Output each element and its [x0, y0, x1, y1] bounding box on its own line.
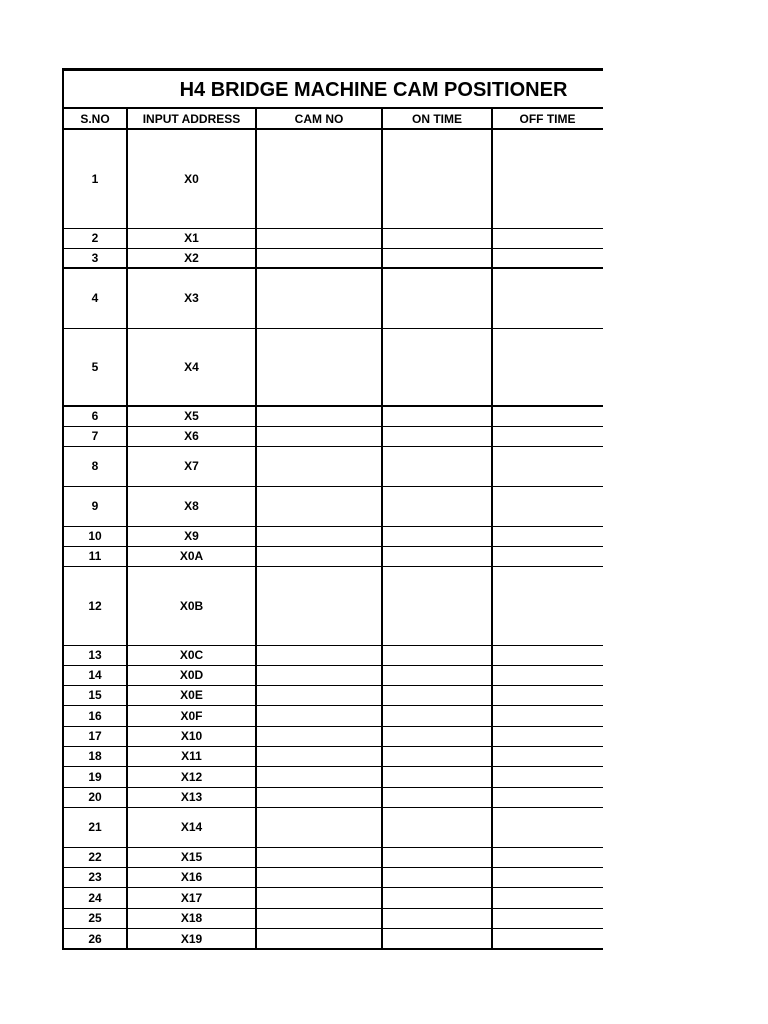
off-time-cell[interactable] [492, 847, 603, 867]
on-time-cell[interactable] [382, 228, 492, 248]
sno-cell: 13 [88, 648, 102, 662]
input-address-cell: X15 [180, 850, 203, 864]
on-time-cell[interactable] [382, 887, 492, 908]
input-address-cell: X10 [180, 729, 203, 743]
sno-cell: 15 [88, 688, 102, 702]
input-address-cell: X0F [180, 708, 203, 723]
off-time-cell[interactable] [492, 928, 603, 949]
input-address-cell: X7 [184, 459, 199, 473]
column-header: S.NO [80, 111, 110, 126]
input-address-cell: X0A [179, 549, 204, 563]
cam-positioner-table [62, 68, 603, 950]
cam-no-cell[interactable] [256, 787, 382, 807]
on-time-cell[interactable] [382, 847, 492, 867]
cam-no-cell[interactable] [256, 328, 382, 406]
on-time-cell[interactable] [382, 787, 492, 807]
on-time-cell[interactable] [382, 268, 492, 328]
on-time-cell[interactable] [382, 566, 492, 645]
off-time-cell[interactable] [492, 685, 603, 705]
sno-cell: 18 [88, 749, 102, 763]
on-time-cell[interactable] [382, 546, 492, 566]
input-address-cell: X14 [180, 820, 203, 834]
off-time-cell[interactable] [492, 406, 603, 426]
on-time-cell[interactable] [382, 705, 492, 726]
column-header: INPUT ADDRESS [142, 111, 241, 126]
off-time-cell[interactable] [492, 867, 603, 887]
on-time-cell[interactable] [382, 867, 492, 887]
sno-cell: 24 [88, 890, 102, 905]
sno-cell: 1 [91, 171, 99, 186]
cam-no-cell[interactable] [256, 928, 382, 949]
off-time-cell[interactable] [492, 726, 603, 746]
cam-no-cell[interactable] [256, 685, 382, 705]
off-time-cell[interactable] [492, 248, 603, 268]
off-time-cell[interactable] [492, 705, 603, 726]
input-address-cell: X2 [184, 251, 199, 265]
sno-cell: 26 [88, 931, 102, 946]
sno-cell: 9 [91, 499, 99, 513]
input-address-cell: X6 [184, 429, 199, 443]
on-time-cell[interactable] [382, 486, 492, 526]
cam-no-cell[interactable] [256, 526, 382, 546]
sno-cell: 25 [88, 911, 102, 925]
on-time-cell[interactable] [382, 328, 492, 406]
on-time-cell[interactable] [382, 928, 492, 949]
off-time-cell[interactable] [492, 446, 603, 486]
on-time-cell[interactable] [382, 766, 492, 787]
sno-cell: 16 [88, 708, 102, 723]
sno-cell: 11 [88, 549, 102, 563]
column-header: ON TIME [412, 111, 462, 126]
cam-no-cell[interactable] [256, 566, 382, 645]
sno-cell: 17 [88, 729, 102, 743]
sno-cell: 8 [91, 459, 99, 473]
on-time-cell[interactable] [382, 526, 492, 546]
on-time-cell[interactable] [382, 726, 492, 746]
cam-no-cell[interactable] [256, 446, 382, 486]
input-address-cell: X18 [180, 911, 203, 925]
input-address-cell: X16 [180, 870, 203, 884]
cam-no-cell[interactable] [256, 705, 382, 726]
input-address-cell: X9 [184, 529, 199, 543]
on-time-cell[interactable] [382, 426, 492, 446]
on-time-cell[interactable] [382, 406, 492, 426]
off-time-cell[interactable] [492, 129, 603, 228]
cam-no-cell[interactable] [256, 546, 382, 566]
input-address-cell: X1 [184, 231, 199, 245]
off-time-cell[interactable] [492, 426, 603, 446]
input-address-cell: X3 [184, 291, 199, 305]
cam-no-cell[interactable] [256, 486, 382, 526]
cam-no-cell[interactable] [256, 129, 382, 228]
sno-cell: 14 [88, 668, 102, 682]
on-time-cell[interactable] [382, 908, 492, 928]
input-address-cell: X19 [180, 931, 203, 946]
sno-cell: 6 [91, 409, 99, 423]
off-time-cell[interactable] [492, 328, 603, 406]
sno-cell: 22 [88, 850, 102, 864]
sno-cell: 7 [91, 429, 99, 443]
off-time-cell[interactable] [492, 228, 603, 248]
cam-no-cell[interactable] [256, 268, 382, 328]
input-address-cell: X13 [180, 790, 203, 804]
off-time-cell[interactable] [492, 526, 603, 546]
on-time-cell[interactable] [382, 248, 492, 268]
input-address-cell: X11 [181, 749, 202, 763]
off-time-cell[interactable] [492, 766, 603, 787]
input-address-cell: X0 [184, 171, 199, 186]
cam-no-cell[interactable] [256, 228, 382, 248]
input-address-cell: X0B [179, 598, 204, 613]
cam-no-cell[interactable] [256, 645, 382, 665]
input-address-cell: X0E [180, 688, 203, 702]
on-time-cell[interactable] [382, 645, 492, 665]
off-time-cell[interactable] [492, 268, 603, 328]
table-title: H4 BRIDGE MACHINE CAM POSITIONER [62, 68, 603, 108]
input-address-cell: X5 [184, 409, 199, 423]
off-time-cell[interactable] [492, 645, 603, 665]
sno-cell: 10 [88, 529, 102, 543]
off-time-cell[interactable] [492, 746, 603, 766]
on-time-cell[interactable] [382, 446, 492, 486]
cam-no-cell[interactable] [256, 746, 382, 766]
off-time-cell[interactable] [492, 546, 603, 566]
cam-no-cell[interactable] [256, 766, 382, 787]
on-time-cell[interactable] [382, 746, 492, 766]
sno-cell: 3 [91, 251, 99, 265]
sno-cell: 2 [91, 231, 99, 245]
cam-no-cell[interactable] [256, 665, 382, 685]
cam-no-cell[interactable] [256, 847, 382, 867]
off-time-cell[interactable] [492, 566, 603, 645]
on-time-cell[interactable] [382, 685, 492, 705]
input-address-cell: X0C [179, 648, 204, 662]
off-time-cell[interactable] [492, 486, 603, 526]
input-address-cell: X4 [184, 360, 199, 374]
sno-cell: 5 [91, 360, 99, 374]
cam-no-cell[interactable] [256, 426, 382, 446]
input-address-cell: X8 [184, 499, 199, 513]
input-address-cell: X12 [180, 769, 203, 784]
cam-no-cell[interactable] [256, 406, 382, 426]
input-address-cell: X17 [180, 890, 203, 905]
on-time-cell[interactable] [382, 129, 492, 228]
column-header: OFF TIME [519, 111, 576, 126]
cam-no-cell[interactable] [256, 726, 382, 746]
cam-no-cell[interactable] [256, 887, 382, 908]
on-time-cell[interactable] [382, 665, 492, 685]
sno-cell: 4 [91, 291, 99, 305]
sno-cell: 23 [88, 870, 102, 884]
input-address-cell: X0D [179, 668, 204, 682]
column-header: CAM NO [294, 111, 344, 126]
off-time-cell[interactable] [492, 887, 603, 908]
sno-cell: 19 [88, 769, 102, 784]
cam-no-cell[interactable] [256, 867, 382, 887]
sno-cell: 20 [88, 790, 102, 804]
cam-no-cell[interactable] [256, 248, 382, 268]
sno-cell: 21 [88, 820, 102, 834]
off-time-cell[interactable] [492, 665, 603, 685]
sno-cell: 12 [88, 598, 102, 613]
cam-no-cell[interactable] [256, 807, 382, 847]
off-time-cell[interactable] [492, 908, 603, 928]
off-time-cell[interactable] [492, 807, 603, 847]
off-time-cell[interactable] [492, 787, 603, 807]
cam-no-cell[interactable] [256, 908, 382, 928]
on-time-cell[interactable] [382, 807, 492, 847]
